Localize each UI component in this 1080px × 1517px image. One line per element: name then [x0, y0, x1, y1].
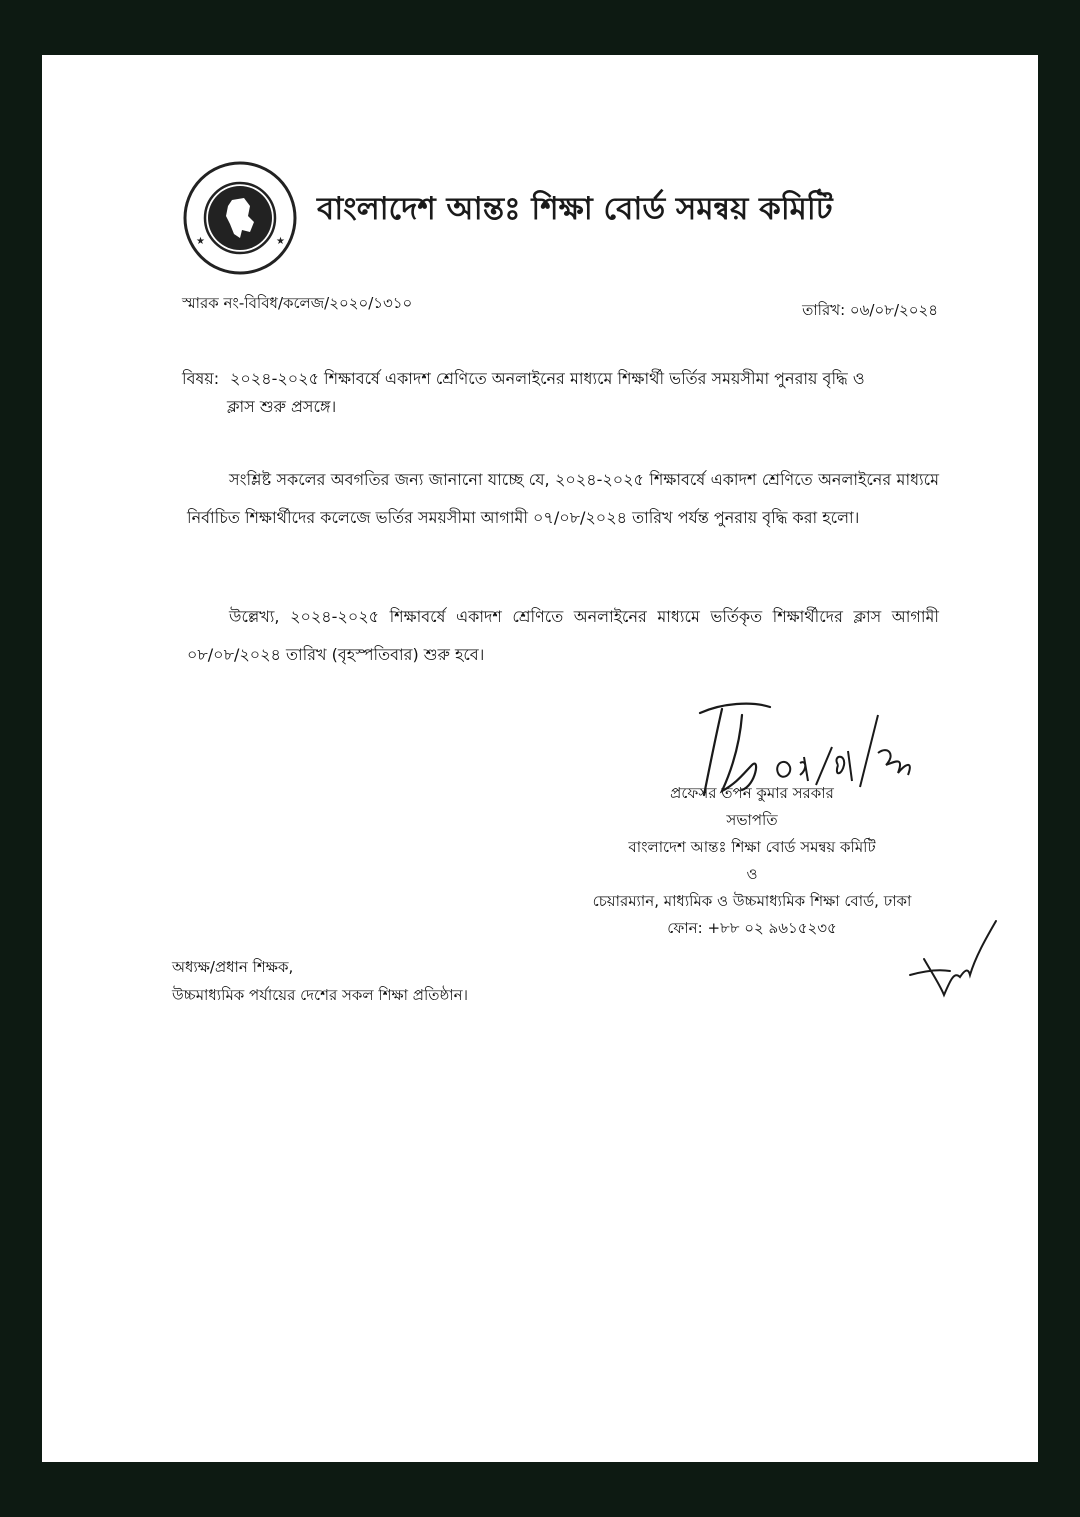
subject-block: [182, 365, 942, 421]
issue-date: তারিখ: ০৬/০৮/২০২৪: [802, 301, 938, 319]
signatory-committee: বাংলাদেশ আন্তঃ শিক্ষা বোর্ড সমন্বয় কমিটি: [628, 838, 876, 856]
recipient-block: [172, 953, 468, 1009]
government-seal-icon: [182, 160, 298, 276]
subject-line-1: ২০২৪-২০২৫ শিক্ষাবর্ষে একাদশ শ্রেণিতে অনলাইনের মাধ্যমে শিক্ষার্থী ভর্তির সময়সীমা পুনরায় বৃদ্ধি ও: [230, 369, 865, 388]
letter-page: [42, 55, 1038, 1462]
signatory-designation: সভাপতি: [726, 811, 778, 829]
signatory-board: চেয়ারম্যান, মাধ্যমিক ও উচ্চমাধ্যমিক শিক্ষা বোর্ড, ঢাকা: [592, 892, 912, 910]
signatory-block: [552, 780, 952, 942]
subject-label: বিষয়:: [182, 369, 220, 388]
svg-text:★: ★: [276, 236, 285, 247]
signatory-name: প্রফেসর তপন কুমার সরকার: [670, 784, 834, 802]
organization-title: বাংলাদেশ আন্তঃ শিক্ষা বোর্ড সমন্বয় কমিটি: [317, 191, 833, 227]
body-paragraph-2: উল্লেখ্য, ২০২৪-২০২৫ শিক্ষাবর্ষে একাদশ শ্রেণিতে অনলাইনের মাধ্যমে ভর্তিকৃত শিক্ষার্থীদের ক্লাস আগামী ০৮/০৮/২০২৪ তারিখ (বৃহস্পতিবার) শুরু হবে।: [187, 607, 939, 664]
signatory-phone: ফোন: +৮৮ ০২ ৯৬১৫২৩৫: [667, 919, 837, 937]
recipient-line-1: অধ্যক্ষ/প্রধান শিক্ষক,: [172, 958, 294, 976]
svg-text:★: ★: [196, 236, 205, 247]
recipient-line-2: উচ্চমাধ্যমিক পর্যায়ের দেশের সকল শিক্ষা প্রতিষ্ঠান।: [172, 986, 468, 1004]
subject-line-2: ক্লাস শুরু প্রসঙ্গে।: [227, 397, 337, 416]
initial-signature: [904, 915, 1004, 1000]
signatory-conjunction: ও: [746, 865, 758, 883]
body-paragraph-1: সংশ্লিষ্ট সকলের অবগতির জন্য জানানো যাচ্ছে যে, ২০২৪-২০২৫ শিক্ষাবর্ষে একাদশ শ্রেণিতে অনলাইনের মাধ্যমে নির্বাচিত শিক্ষার্থীদের কলেজে ভর্তির সময়সীমা আগামী ০৭/০৮/২০২৪ তারিখ পর্যন্ত পুনরায় বৃদ্ধি করা হলো।: [187, 470, 939, 527]
memo-number: স্মারক নং-বিবিধ/কলেজ/২০২০/১৩১০: [182, 294, 413, 312]
